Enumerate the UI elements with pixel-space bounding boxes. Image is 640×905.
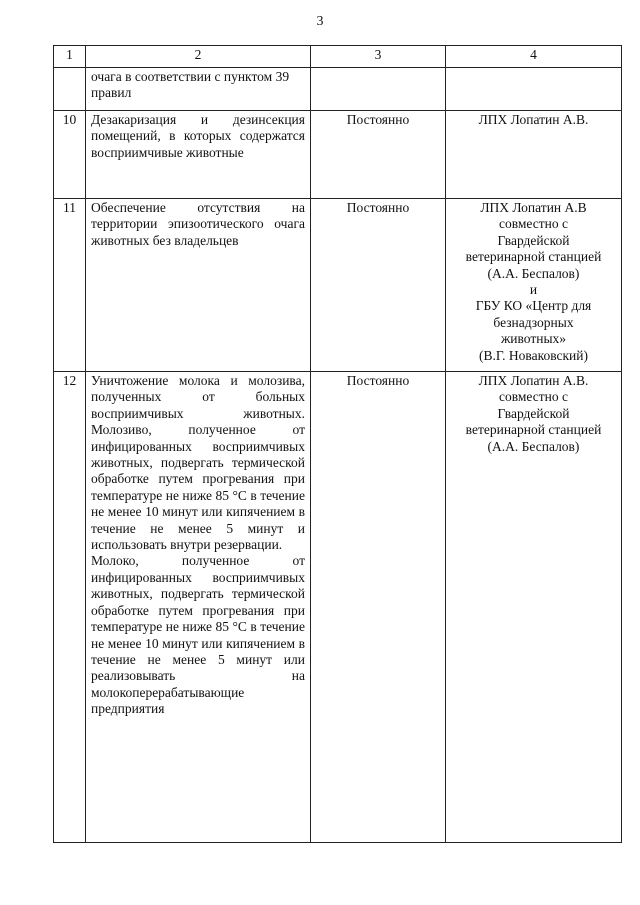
measure-paragraph: Уничтожение молока и молозива, полученных от больных восприимчивых животных. Молозиво, полученное от инфицированных восприимчивых животных, подвергать термической обработке путем прогревания при температуре не ниже 85 °С в течение не менее 10 минут или кипячением в течение не менее 5 минут и использовать внутри резервации.: [91, 373, 305, 553]
responsible-line: и: [529, 282, 538, 298]
responsible-line: (А.А. Беспалов): [487, 438, 580, 454]
term-empty: [311, 68, 446, 111]
page-number: 3: [316, 14, 324, 29]
term-text: Постоянно: [311, 111, 446, 199]
row-number: 12: [54, 372, 86, 843]
header-col-2: 2: [86, 46, 311, 68]
responsible-line: Гвардейской: [497, 405, 570, 421]
measure-text: Дезакаризация и дезинсекция помещений, в которых содержатся восприимчивые животные: [86, 111, 311, 199]
responsible-line: ЛПХ Лопатин А.В.: [478, 112, 589, 127]
responsible-line: (В.Г. Новаковский): [478, 347, 588, 363]
responsible-line: безнадзорных: [493, 314, 574, 330]
table-row-10: [54, 111, 622, 199]
responsible-line: ГБУ КО «Центр для: [475, 298, 592, 314]
table-row-11: [54, 199, 622, 372]
header-col-3: 3: [311, 46, 446, 68]
term-text: Постоянно: [311, 199, 446, 372]
responsible-line: совместно с: [499, 216, 568, 232]
responsible-line: ЛПХ Лопатин А.В.: [478, 373, 589, 388]
responsible-line: ЛПХ Лопатин А.В: [480, 200, 587, 215]
responsible-cell: [446, 111, 622, 199]
row-number-empty: [54, 68, 86, 111]
row-number: 11: [54, 199, 86, 372]
responsible-cell: [446, 199, 622, 372]
responsible-line: совместно с: [499, 389, 568, 405]
responsible-line: (А.А. Беспалов): [487, 265, 580, 281]
measure-text: очага в соответствии с пунктом 39 правил: [86, 68, 311, 111]
row-number: 10: [54, 111, 86, 199]
header-col-4: 4: [446, 46, 622, 68]
responsible-line: Гвардейской: [497, 232, 570, 248]
measure-text: Обеспечение отсутствия на территории эпизоотического очага животных без владельцев: [86, 199, 311, 372]
table-row-12: [54, 372, 622, 843]
responsible-line: ветеринарной станцией: [465, 249, 602, 265]
measure-paragraph: Молоко, полученное от инфицированных восприимчивых животных, подвергать термической обработке путем прогревания при температуре не ниже 85 °С в течение не менее 10 минут или кипячением в течение не менее 5 минут или реализовывать на молокоперерабатывающие предприятия: [91, 553, 305, 717]
measure-cell: [86, 372, 311, 843]
responsible-empty: [446, 68, 622, 111]
measures-table: [53, 45, 622, 843]
table-header-row: [54, 46, 622, 68]
responsible-line: ветеринарной станцией: [465, 422, 602, 438]
term-text: Постоянно: [311, 372, 446, 843]
responsible-cell: [446, 372, 622, 843]
responsible-line: животных»: [500, 331, 567, 347]
header-col-1: 1: [54, 46, 86, 68]
table-row-continuation: [54, 68, 622, 111]
